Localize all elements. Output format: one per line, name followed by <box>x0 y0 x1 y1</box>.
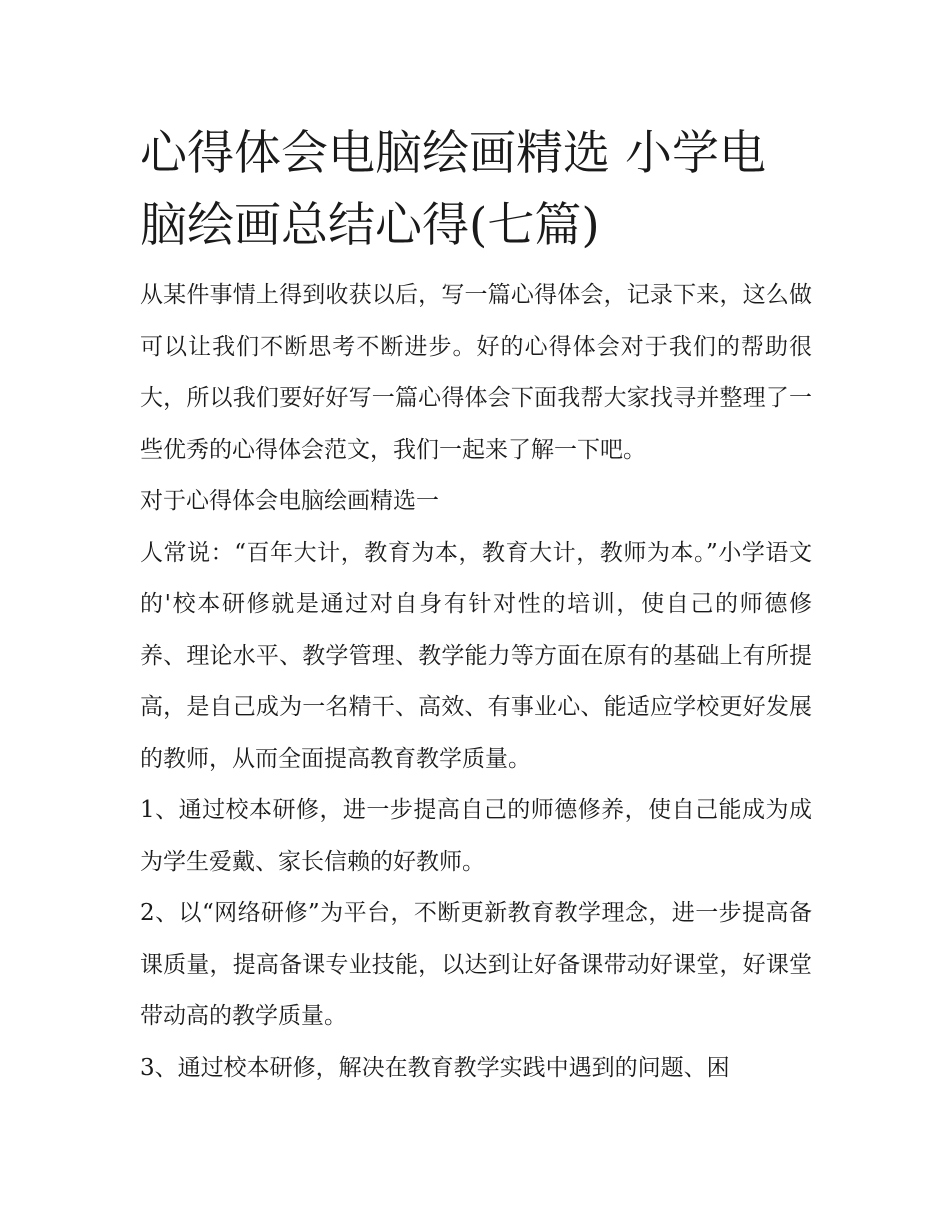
list-item-2: 2、以“网络研修”为平台，不断更新教育教学理念，进一步提高备课质量，提高备课专业技能，以达到让好备课带动好课堂，好课堂带动高的教学质量。 <box>140 900 812 1029</box>
document-page <box>140 118 812 1094</box>
list-item-1: 1、通过校本研修，进一步提高自己的师德修养，使自己能成为成为学生爱戴、家长信赖的好教师。 <box>140 797 812 875</box>
intro-paragraph: 从某件事情上得到收获以后，写一篇心得体会，记录下来，这么做可以让我们不断思考不断进步。好的心得体会对于我们的帮助很大，所以我们要好好写一篇心得体会下面我帮大家找寻并整理了一些优秀的心得体会范文，我们一起来了解一下吧。 <box>140 282 812 463</box>
document-title: 心得体会电脑绘画精选 小学电脑绘画总结心得(七篇) <box>140 126 766 253</box>
body-paragraph: 人常说：“百年大计，教育为本，教育大计，教师为本。”小学语文的'校本研修就是通过对自身有针对性的培训，使自己的师德修养、理论水平、教学管理、教学能力等方面在原有的基础上有所提高，是自己成为一名精干、高效、有事业心、能适应学校更好发展的教师，从而全面提高教育教学质量。 <box>140 539 812 772</box>
list-item-3: 3、通过校本研修，解决在教育教学实践中遇到的问题、困 <box>140 1054 730 1081</box>
section-heading: 对于心得体会电脑绘画精选一 <box>140 488 439 514</box>
